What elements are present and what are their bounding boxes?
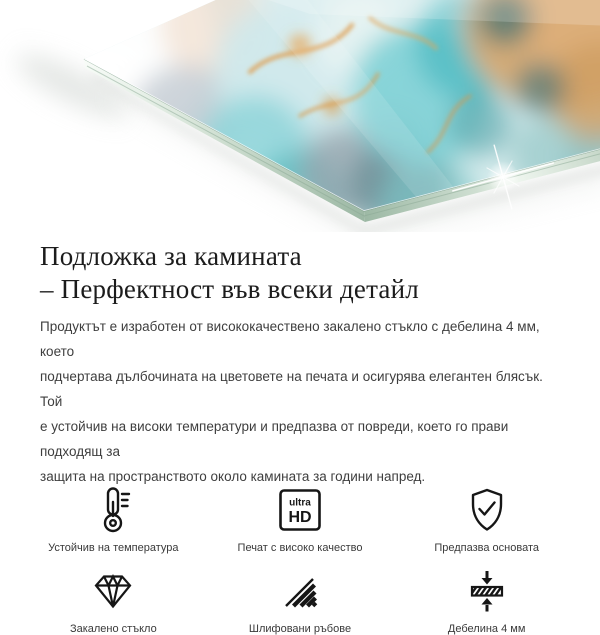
description-line: Продуктът е изработен от висококачествено закалено стъкло с дебелина 4 мм, което	[40, 319, 540, 359]
feature-print-quality	[207, 485, 394, 554]
feature-label: Шлифовани ръбове	[248, 623, 352, 635]
feature-tempered-glass	[20, 566, 207, 635]
feature-protection	[393, 485, 580, 554]
description-line: защита на пространството около камината за години напред.	[40, 469, 426, 484]
feature-label: Дебелина 4 мм	[447, 623, 526, 635]
feature-thickness	[393, 566, 580, 635]
product-description	[40, 314, 560, 489]
feature-polished-edges	[207, 566, 394, 635]
page-title-line2: – Перфектност във всеки детайл	[40, 274, 419, 304]
feature-grid	[20, 485, 580, 635]
description-line: е устойчив на високи температури и предпазва от повреди, което го прави подходящ за	[40, 419, 509, 459]
ultra-hd-badge-top: ultra	[289, 497, 311, 509]
feature-temperature	[20, 485, 207, 554]
shield-check-icon	[457, 485, 517, 535]
diamond-icon	[83, 566, 143, 616]
thickness-4mm-icon	[457, 566, 517, 616]
feature-label: Устойчив на температура	[48, 542, 179, 554]
ultra-hd-badge-bottom: HD	[288, 509, 312, 526]
description-line: подчертава дълбочината на цветовете на печата и осигурява елегантен блясък. Той	[40, 369, 543, 409]
feature-label: Закалено стъкло	[69, 623, 157, 635]
polished-edges-icon	[270, 566, 330, 616]
ultra-hd-icon	[270, 485, 330, 535]
page-title-line1: Подложка за камината	[40, 241, 302, 271]
page-title	[40, 240, 560, 306]
feature-label: Предпазва основата	[434, 542, 539, 554]
thermometer-icon	[83, 485, 143, 535]
product-photo-glass-panel	[0, 0, 600, 232]
feature-label: Печат с високо качество	[237, 542, 363, 554]
